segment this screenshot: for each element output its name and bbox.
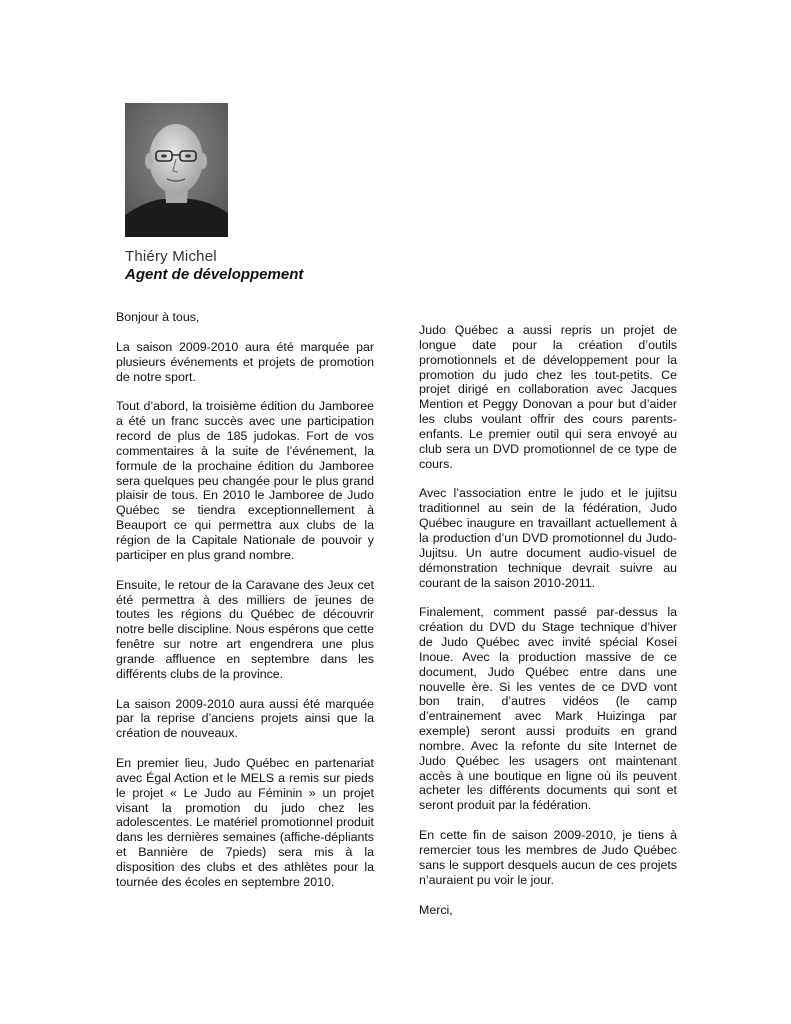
paragraph: Bonjour à tous, xyxy=(116,310,200,324)
paragraph: Finalement, comment passé par-dessus la création du DVD du Stage technique d’hiver de Judo Québec avec invité spécial Kosei Inoue. Avec la production massive de ce document, Judo Québec entre dans une nouvelle ère. Si les ventes de ce DVD vont bon train, d’autres vidéos (le camp d’entrainement avec Mark Huizinga par exemple) seront aussi produits en grand nombre. Avec la refonte du site Internet de Judo Québec les usagers ont maintenant accès à une boutique en ligne où ils peuvent acheter les différents documents qui sont et seront produit par la fédération. xyxy=(419,605,677,813)
paragraph: Avec l’association entre le judo et le jujitsu traditionnel au sein de la fédération, Judo Québec inaugure en travaillant actuellement à la production d’un DVD promotionnel du Judo-Jujitsu. Un autre document audio-visuel de démonstration technique devrait suivre au courant de la saison 2010-2011. xyxy=(419,486,677,590)
author-name: Thiéry Michel xyxy=(125,248,217,265)
author-role: Agent de développement xyxy=(125,266,304,283)
right-column xyxy=(419,323,677,932)
paragraph: Ensuite, le retour de la Caravane des Jeux cet été permettra à des milliers de jeunes de toutes les régions du Québec de découvrir notre belle discipline. Nous espérons que cette fenêtre sur notre art engendrera une plus grande affluence en septembre dans les différents clubs de la province. xyxy=(116,577,374,681)
closing: Merci, xyxy=(419,902,453,917)
paragraph: En premier lieu, Judo Québec en partenariat avec Égal Action et le MELS a remis sur pieds le projet « Le Judo au Féminin » un projet visant la promotion du judo chez les adolescentes. Le matériel promotionnel produit dans les dernières semaines (affiche-dépliants et Bannière de 7pieds) sera mis à la disposition des clubs et des athlètes pour la tournée des écoles en septembre 2010. xyxy=(116,756,374,889)
left-column xyxy=(116,310,374,905)
paragraph: Tout d’abord, la troisième édition du Jamboree a été un franc succès avec une participation record de plus de 185 judokas. Fort de vos commentaires à la suite de l’événement, la formule de la prochaine édition du Jamboree sera quelques peu changée pour le plus grand plaisir de tous. En 2010 le Jamboree de Judo Québec se tiendra exceptionnellement à Beauport ce qui permettra aux clubs de la région de la Capitale Nationale de pouvoir y participer en plus grand nombre. xyxy=(116,399,374,562)
author-photo xyxy=(125,103,228,237)
paragraph: La saison 2009-2010 aura été marquée par plusieurs événements et projets de promotion de notre sport. xyxy=(116,339,374,384)
paragraph: En cette fin de saison 2009-2010, je tiens à remercier tous les membres de Judo Québec sans le support desquels aucun de ces projets n’auraient pu voir le jour. xyxy=(419,828,677,887)
paragraph: La saison 2009-2010 aura aussi été marquée par la reprise d’anciens projets ainsi que la création de nouveaux. xyxy=(116,696,374,741)
paragraph: Judo Québec a aussi repris un projet de longue date pour la création d’outils promotionnels et de développement pour la promotion du judo chez les tout-petits. Ce projet dirigé en collaboration avec Jacques Mention et Peggy Donovan a pour but d’aider les clubs voulant offrir des cours parents-enfants. Le premier outil qui sera envoyé au club sera un DVD promotionnel de ce type de cours. xyxy=(419,323,677,471)
